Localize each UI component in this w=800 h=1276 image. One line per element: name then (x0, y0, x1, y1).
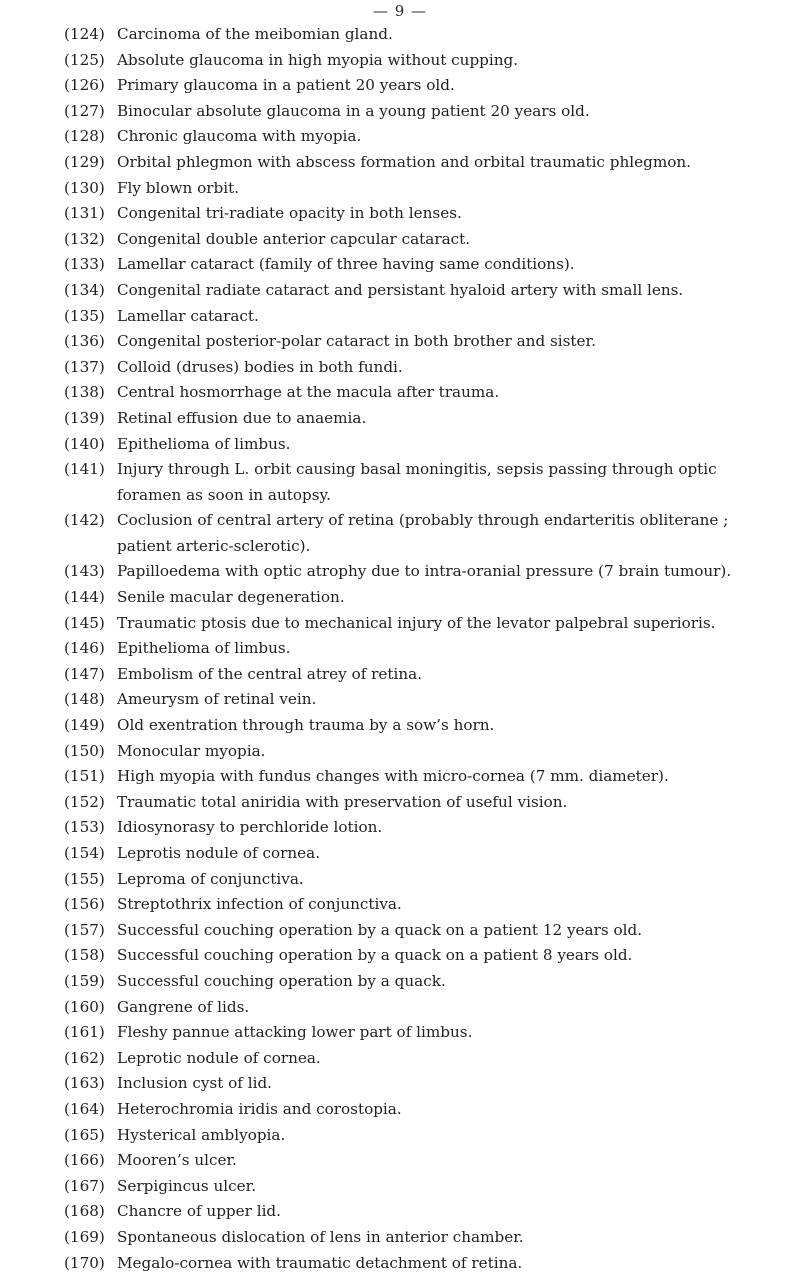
list-item (64, 201, 780, 227)
list-item (64, 252, 780, 278)
entry-text: Mooren’s ulcer. (117, 1151, 237, 1169)
entry-text: Hysterical amblyopia. (117, 1126, 285, 1144)
list-item (64, 1020, 780, 1046)
entry-number: (124) (64, 22, 105, 48)
list-item (64, 432, 780, 458)
list-item (64, 636, 780, 662)
entry-number: (135) (64, 304, 105, 330)
entry-text: Traumatic total aniridia with preservation of useful vision. (117, 793, 567, 811)
entry-text: Epithelioma of limbus. (117, 435, 291, 453)
list-item (64, 892, 780, 918)
entry-number: (138) (64, 380, 105, 406)
entry-number: (164) (64, 1097, 105, 1123)
entry-text: Lamellar cataract. (117, 307, 259, 325)
entry-text: Spontaneous dislocation of lens in anterior chamber. (117, 1228, 524, 1246)
list-item (64, 1225, 780, 1251)
entry-text: Successful couching operation by a quack on a patient 12 years old. (117, 921, 642, 939)
entry-number: (149) (64, 713, 105, 739)
entry-text: Idiosynorasy to perchloride lotion. (117, 818, 382, 836)
entry-number: (158) (64, 943, 105, 969)
list-item (64, 764, 780, 790)
list-item (64, 278, 780, 304)
entry-text: Inclusion cyst of lid. (117, 1074, 272, 1092)
list-item (64, 611, 780, 637)
entry-text: Absolute glaucoma in high myopia without cupping. (117, 51, 518, 69)
entry-text: Traumatic ptosis due to mechanical injury of the levator palpebral superioris. (117, 614, 715, 632)
list-item (64, 559, 780, 585)
entry-number: (160) (64, 995, 105, 1021)
entry-text: Ameurysm of retinal vein. (117, 690, 316, 708)
entry-number: (142) (64, 508, 105, 534)
entry-text: Injury through L. orbit causing basal moningitis, sepsis passing through optic foramen as soon in autopsy. (117, 460, 717, 504)
entry-number: (126) (64, 73, 105, 99)
entry-number: (159) (64, 969, 105, 995)
list-item (64, 943, 780, 969)
list-item (64, 1199, 780, 1225)
entry-number: (166) (64, 1148, 105, 1174)
list-item (64, 687, 780, 713)
entry-text: Retinal effusion due to anaemia. (117, 409, 366, 427)
entry-number: (143) (64, 559, 105, 585)
entry-number: (146) (64, 636, 105, 662)
list-item (64, 48, 780, 74)
list-item (64, 329, 780, 355)
entry-text: Congenital double anterior capcular cataract. (117, 230, 470, 248)
list-item (64, 713, 780, 739)
entry-text: Lamellar cataract (family of three having same conditions). (117, 255, 575, 273)
list-item (64, 1148, 780, 1174)
list-item (64, 585, 780, 611)
entry-number: (134) (64, 278, 105, 304)
entry-text: Orbital phlegmon with abscess formation and orbital traumatic phlegmon. (117, 153, 691, 171)
entry-text: Central hosmorrhage at the macula after trauma. (117, 383, 499, 401)
entry-text: Serpigincus ulcer. (117, 1177, 256, 1195)
list-item (64, 1097, 780, 1123)
entry-number: (168) (64, 1199, 105, 1225)
list-item (64, 815, 780, 841)
list-item (64, 150, 780, 176)
list-item (64, 457, 780, 508)
entry-number: (165) (64, 1123, 105, 1149)
entry-text: Successful couching operation by a quack on a patient 8 years old. (117, 946, 632, 964)
entry-text: Chancre of upper lid. (117, 1202, 281, 1220)
list-item (64, 227, 780, 253)
entry-text: Embolism of the central atrey of retina. (117, 665, 422, 683)
entry-text: Binocular absolute glaucoma in a young patient 20 years old. (117, 102, 590, 120)
entry-number: (161) (64, 1020, 105, 1046)
entry-text: Colloid (druses) bodies in both fundi. (117, 358, 403, 376)
list-item (64, 1251, 780, 1276)
entry-text: Coclusion of central artery of retina (probably through endarteritis obliterane ; patient arteric-sclerotic). (117, 511, 728, 555)
list-item (64, 304, 780, 330)
entry-number: (162) (64, 1046, 105, 1072)
entry-text: Chronic glaucoma with myopia. (117, 127, 361, 145)
entry-number: (163) (64, 1071, 105, 1097)
entry-text: Papilloedema with optic atrophy due to intra-oranial pressure (7 brain tumour). (117, 562, 731, 580)
entry-number: (144) (64, 585, 105, 611)
list-item (64, 841, 780, 867)
list-item (64, 124, 780, 150)
list-item (64, 1071, 780, 1097)
entry-text: High myopia with fundus changes with micro-cornea (7 mm. diameter). (117, 767, 669, 785)
entry-number: (148) (64, 687, 105, 713)
list-item (64, 355, 780, 381)
entry-text: Congenital radiate cataract and persistant hyaloid artery with small lens. (117, 281, 683, 299)
entry-text: Senile macular degeneration. (117, 588, 345, 606)
entry-number: (154) (64, 841, 105, 867)
entry-number: (152) (64, 790, 105, 816)
entry-number: (141) (64, 457, 105, 483)
list-item (64, 406, 780, 432)
entry-text: Gangrene of lids. (117, 998, 249, 1016)
entry-text: Heterochromia iridis and corostopia. (117, 1100, 402, 1118)
case-list (64, 22, 780, 1276)
entry-text: Streptothrix infection of conjunctiva. (117, 895, 402, 913)
entry-text: Leprotic nodule of cornea. (117, 1049, 321, 1067)
entry-number: (155) (64, 867, 105, 893)
list-item (64, 22, 780, 48)
entry-number: (150) (64, 739, 105, 765)
entry-number: (140) (64, 432, 105, 458)
list-item (64, 176, 780, 202)
entry-number: (156) (64, 892, 105, 918)
entry-number: (130) (64, 176, 105, 202)
entry-number: (139) (64, 406, 105, 432)
entry-number: (169) (64, 1225, 105, 1251)
list-item (64, 99, 780, 125)
entry-text: Congenital tri-radiate opacity in both lenses. (117, 204, 462, 222)
entry-number: (133) (64, 252, 105, 278)
entry-text: Leprotis nodule of cornea. (117, 844, 320, 862)
list-item (64, 1046, 780, 1072)
entry-number: (128) (64, 124, 105, 150)
entry-text: Primary glaucoma in a patient 20 years old. (117, 76, 455, 94)
list-item (64, 1123, 780, 1149)
entry-number: (170) (64, 1251, 105, 1276)
entry-number: (145) (64, 611, 105, 637)
entry-number: (131) (64, 201, 105, 227)
entry-number: (132) (64, 227, 105, 253)
list-item (64, 867, 780, 893)
list-item (64, 739, 780, 765)
entry-number: (125) (64, 48, 105, 74)
entry-number: (137) (64, 355, 105, 381)
list-item (64, 662, 780, 688)
entry-number: (167) (64, 1174, 105, 1200)
entry-text: Carcinoma of the meibomian gland. (117, 25, 393, 43)
entry-text: Leproma of conjunctiva. (117, 870, 304, 888)
list-item (64, 918, 780, 944)
entry-number: (157) (64, 918, 105, 944)
entry-number: (147) (64, 662, 105, 688)
entry-number: (127) (64, 99, 105, 125)
entry-text: Fleshy pannue attacking lower part of limbus. (117, 1023, 472, 1041)
entry-text: Fly blown orbit. (117, 179, 239, 197)
list-item (64, 73, 780, 99)
entry-text: Epithelioma of limbus. (117, 639, 291, 657)
entry-text: Old exentration through trauma by a sow’s horn. (117, 716, 494, 734)
list-item (64, 380, 780, 406)
entry-text: Congenital posterior-polar cataract in both brother and sister. (117, 332, 596, 350)
list-item (64, 790, 780, 816)
entry-number: (129) (64, 150, 105, 176)
entry-text: Monocular myopia. (117, 742, 266, 760)
list-item (64, 1174, 780, 1200)
entry-text: Megalo-cornea with traumatic detachment of retina. (117, 1254, 522, 1272)
entry-text: Successful couching operation by a quack. (117, 972, 446, 990)
entry-number: (136) (64, 329, 105, 355)
entry-number: (153) (64, 815, 105, 841)
entry-number: (151) (64, 764, 105, 790)
list-item (64, 508, 780, 559)
list-item (64, 969, 780, 995)
page-number: — 9 — (0, 0, 800, 22)
list-item (64, 995, 780, 1021)
